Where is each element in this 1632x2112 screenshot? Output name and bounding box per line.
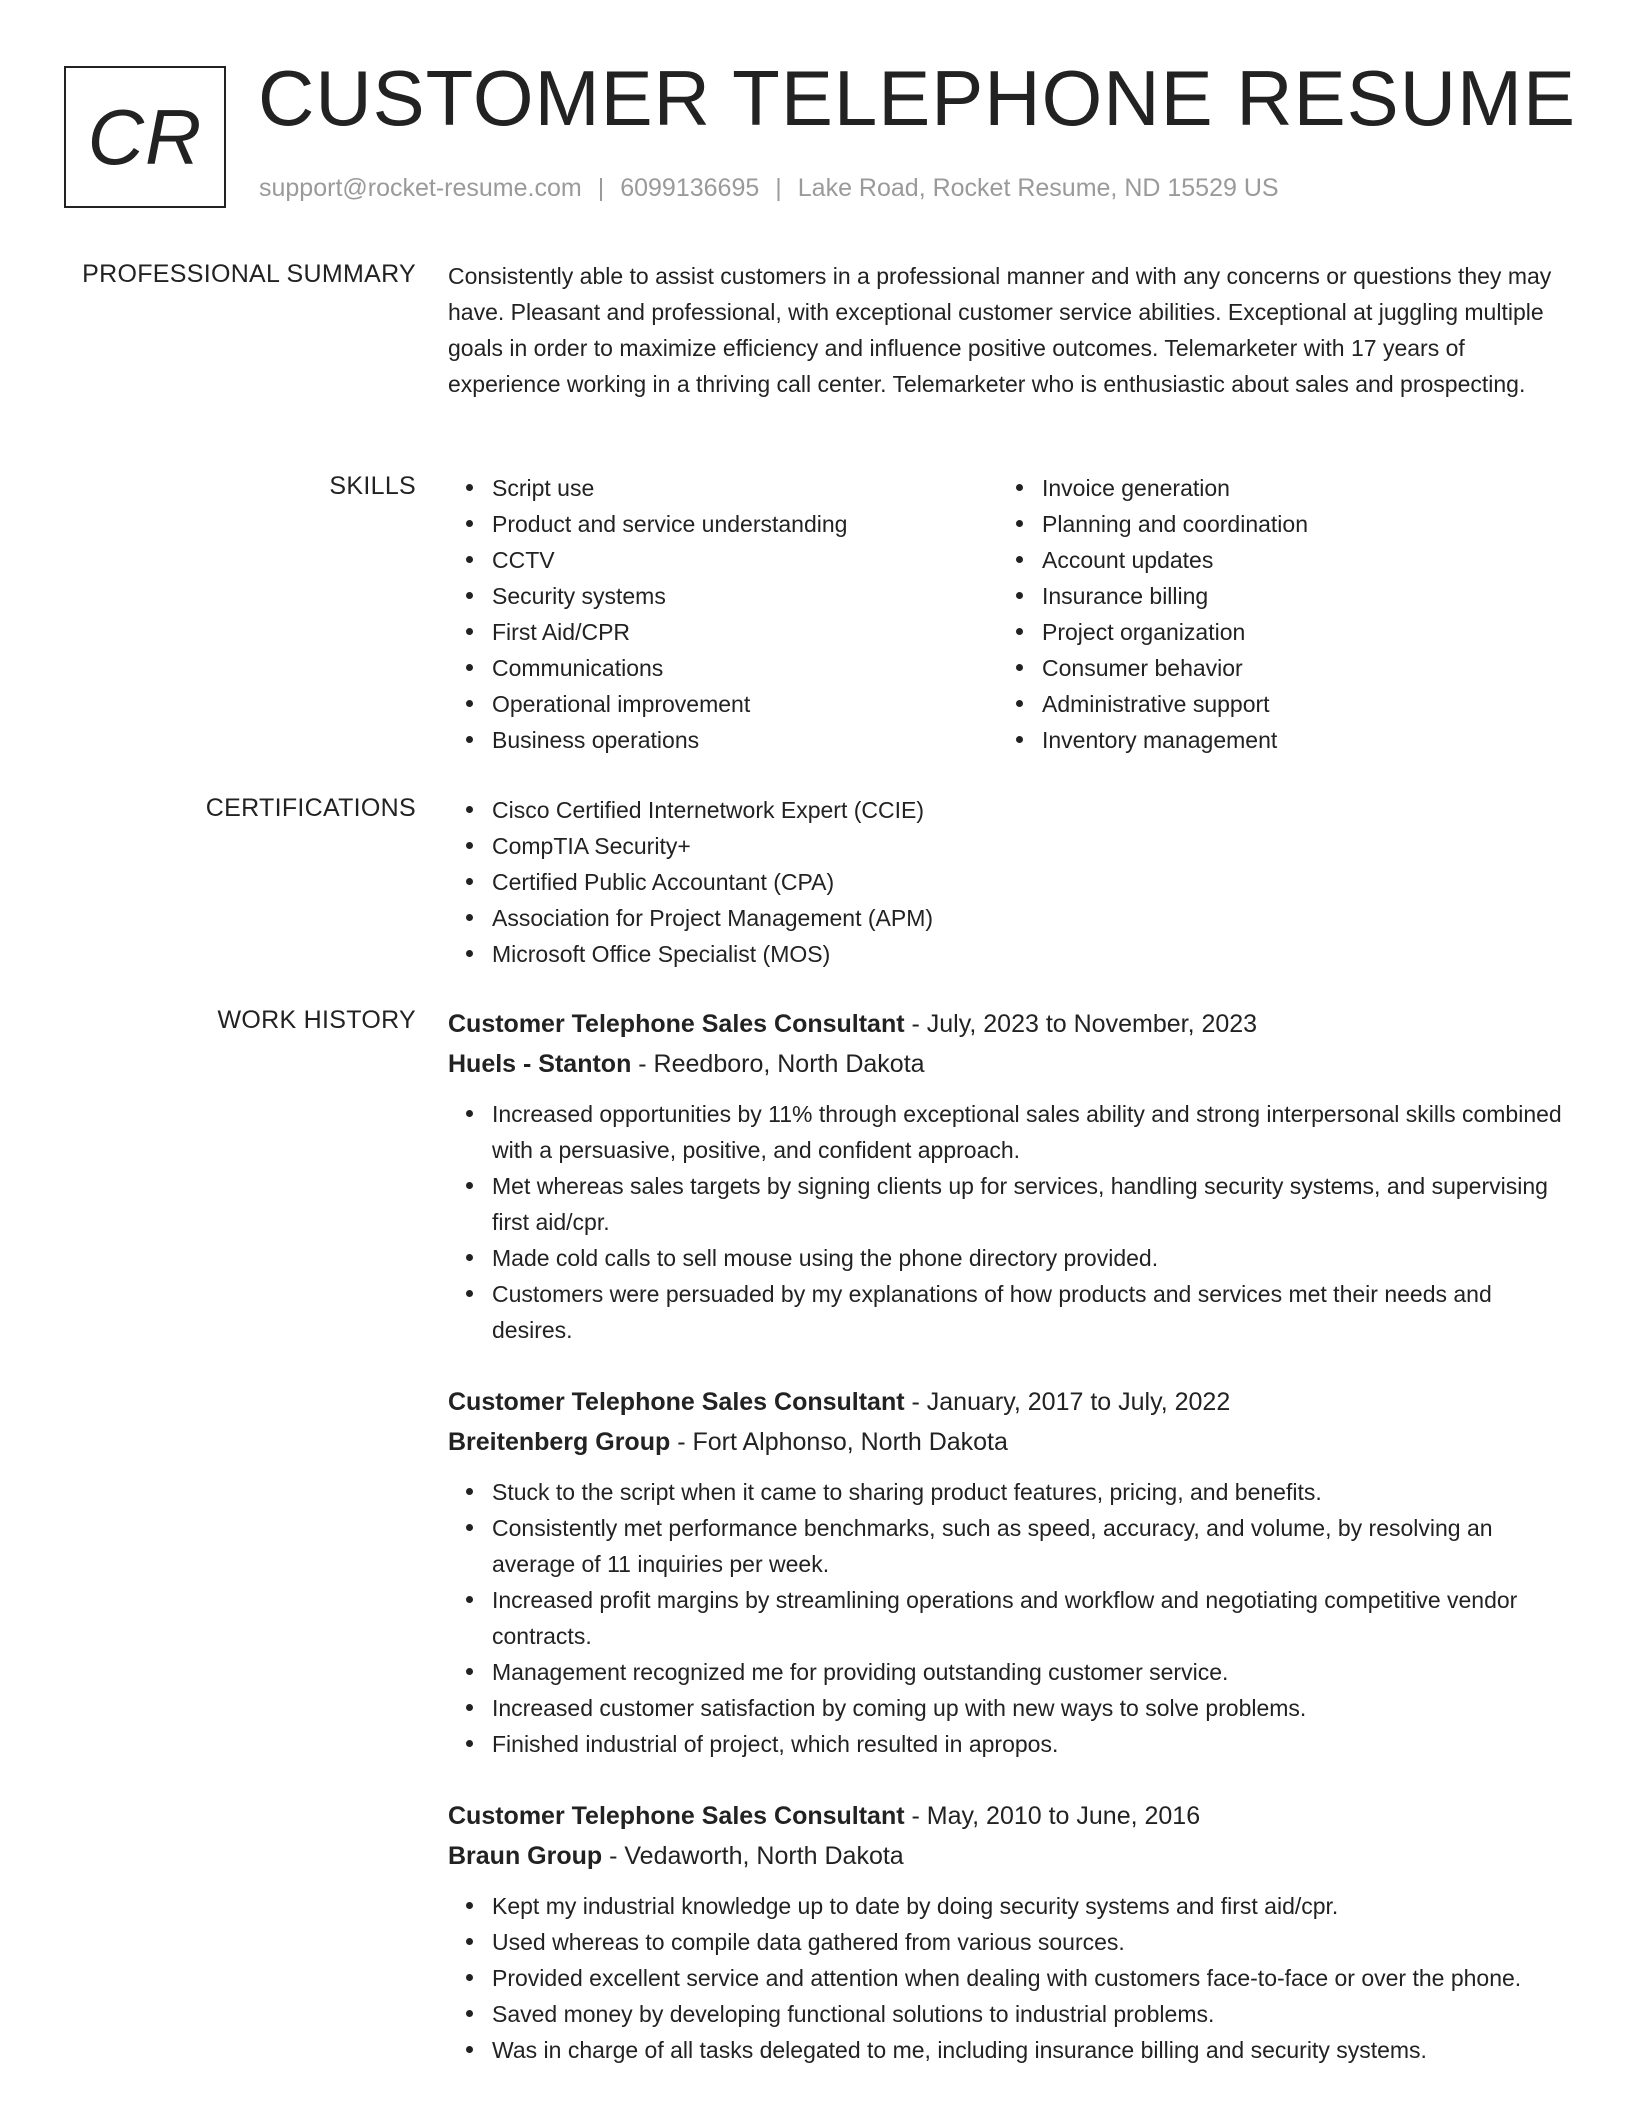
skill-item: Invoice generation — [1042, 470, 1548, 506]
job-role: Customer Telephone Sales Consultant — [448, 1388, 905, 1416]
certification-item: Cisco Certified Internetwork Expert (CCIE) — [492, 792, 1570, 828]
certifications-body — [448, 792, 1570, 972]
resume-title: CUSTOMER TELEPHONE RESUME — [258, 54, 1577, 142]
job-location: - Reedboro, North Dakota — [631, 1050, 925, 1078]
certification-item: Certified Public Accountant (CPA) — [492, 864, 1570, 900]
contact-phone: 6099136695 — [620, 174, 760, 202]
skill-item: Communications — [492, 650, 998, 686]
skills-body — [448, 470, 1570, 758]
skill-item: Administrative support — [1042, 686, 1548, 722]
skill-item: Product and service understanding — [492, 506, 998, 542]
work-history-heading: WORK HISTORY — [217, 1006, 416, 1034]
skills-list-left — [448, 470, 998, 758]
job-bullet: Increased profit margins by streamlining operations and workflow and negotiating competitive vendor contracts. — [492, 1582, 1570, 1654]
job-bullet: Met whereas sales targets by signing clients up for services, handling security systems, and supervising first aid/cpr. — [492, 1168, 1570, 1240]
job-company-line — [448, 1836, 1570, 1876]
skill-item: Planning and coordination — [1042, 506, 1548, 542]
job-location: - Fort Alphonso, North Dakota — [670, 1428, 1008, 1456]
job-bullet: Increased customer satisfaction by coming up with new ways to solve problems. — [492, 1690, 1570, 1726]
job-bullet: Provided excellent service and attention when dealing with customers face-to-face or over the phone. — [492, 1960, 1570, 1996]
contact-line — [259, 174, 1279, 203]
skill-item: Script use — [492, 470, 998, 506]
skill-item: Security systems — [492, 578, 998, 614]
skill-item: CCTV — [492, 542, 998, 578]
skill-item: First Aid/CPR — [492, 614, 998, 650]
job-bullet: Used whereas to compile data gathered from various sources. — [492, 1924, 1570, 1960]
contact-address: Lake Road, Rocket Resume, ND 15529 US — [797, 174, 1279, 202]
monogram-initials: CR — [87, 93, 203, 181]
job-company: Braun Group — [448, 1842, 603, 1870]
contact-separator: | — [597, 174, 605, 202]
job-bullet: Customers were persuaded by my explanations of how products and services met their needs and desires. — [492, 1276, 1570, 1348]
job-bullets — [448, 1888, 1570, 2068]
job-bullet: Increased opportunities by 11% through exceptional sales ability and strong interpersonal skills combined with a persuasive, positive, and confident approach. — [492, 1096, 1570, 1168]
skills-column-left — [448, 470, 998, 758]
job-role: Customer Telephone Sales Consultant — [448, 1802, 905, 1830]
job-company: Huels - Stanton — [448, 1050, 632, 1078]
job-bullet: Made cold calls to sell mouse using the phone directory provided. — [492, 1240, 1570, 1276]
job-company: Breitenberg Group — [448, 1428, 671, 1456]
job-bullet: Management recognized me for providing outstanding customer service. — [492, 1654, 1570, 1690]
job-entry — [448, 1004, 1570, 1348]
job-company-line — [448, 1422, 1570, 1462]
job-dates: - January, 2017 to July, 2022 — [904, 1388, 1231, 1416]
contact-email: support@rocket-resume.com — [259, 174, 582, 202]
certification-item: Microsoft Office Specialist (MOS) — [492, 936, 1570, 972]
summary-text: Consistently able to assist customers in a professional manner and with any concerns or questions they may have. Pleasant and professional, with exceptional customer service abilities. Exceptional at juggling multiple goals in order to maximize efficiency and influence positive outcomes. Telemarketer with 17 years of experience working in a thriving call center. Telemarketer who is enthusiastic about sales and prospecting. — [448, 263, 1552, 397]
job-company-line — [448, 1044, 1570, 1084]
certification-item: Association for Project Management (APM) — [492, 900, 1570, 936]
contact-separator: | — [775, 174, 782, 202]
certification-item: CompTIA Security+ — [492, 828, 1570, 864]
skill-item: Business operations — [492, 722, 998, 758]
job-entry — [448, 1382, 1570, 1762]
job-entry — [448, 1796, 1570, 2068]
job-bullet: Stuck to the script when it came to sharing product features, pricing, and benefits. — [492, 1474, 1570, 1510]
job-bullet: Consistently met performance benchmarks, such as speed, accuracy, and volume, by resolving an average of 11 inquiries per week. — [492, 1510, 1570, 1582]
job-bullet: Kept my industrial knowledge up to date by doing security systems and first aid/cpr. — [492, 1888, 1570, 1924]
job-dates: - May, 2010 to June, 2016 — [904, 1802, 1201, 1830]
work-history-body — [448, 1004, 1570, 2102]
job-bullet: Was in charge of all tasks delegated to me, including insurance billing and security systems. — [492, 2032, 1570, 2068]
skill-item: Project organization — [1042, 614, 1548, 650]
job-title-line — [448, 1796, 1570, 1836]
job-bullets — [448, 1474, 1570, 1762]
job-bullets — [448, 1096, 1570, 1348]
skills-list-right — [998, 470, 1548, 758]
skills-grid — [448, 470, 1570, 758]
job-dates: - July, 2023 to November, 2023 — [904, 1010, 1258, 1038]
monogram-box — [64, 66, 226, 208]
certifications-list — [448, 792, 1570, 972]
job-bullet: Finished industrial of project, which resulted in apropos. — [492, 1726, 1570, 1762]
skill-item: Operational improvement — [492, 686, 998, 722]
job-role: Customer Telephone Sales Consultant — [448, 1010, 905, 1038]
job-title-line — [448, 1004, 1570, 1044]
skill-item: Insurance billing — [1042, 578, 1548, 614]
skill-item: Inventory management — [1042, 722, 1548, 758]
skills-heading: SKILLS — [329, 472, 416, 500]
summary-heading: PROFESSIONAL SUMMARY — [82, 260, 416, 288]
skill-item: Consumer behavior — [1042, 650, 1548, 686]
job-title-line — [448, 1382, 1570, 1422]
job-location: - Vedaworth, North Dakota — [602, 1842, 904, 1870]
job-bullet: Saved money by developing functional solutions to industrial problems. — [492, 1996, 1570, 2032]
skills-column-right — [998, 470, 1548, 758]
certifications-heading: CERTIFICATIONS — [205, 794, 416, 822]
skill-item: Account updates — [1042, 542, 1548, 578]
